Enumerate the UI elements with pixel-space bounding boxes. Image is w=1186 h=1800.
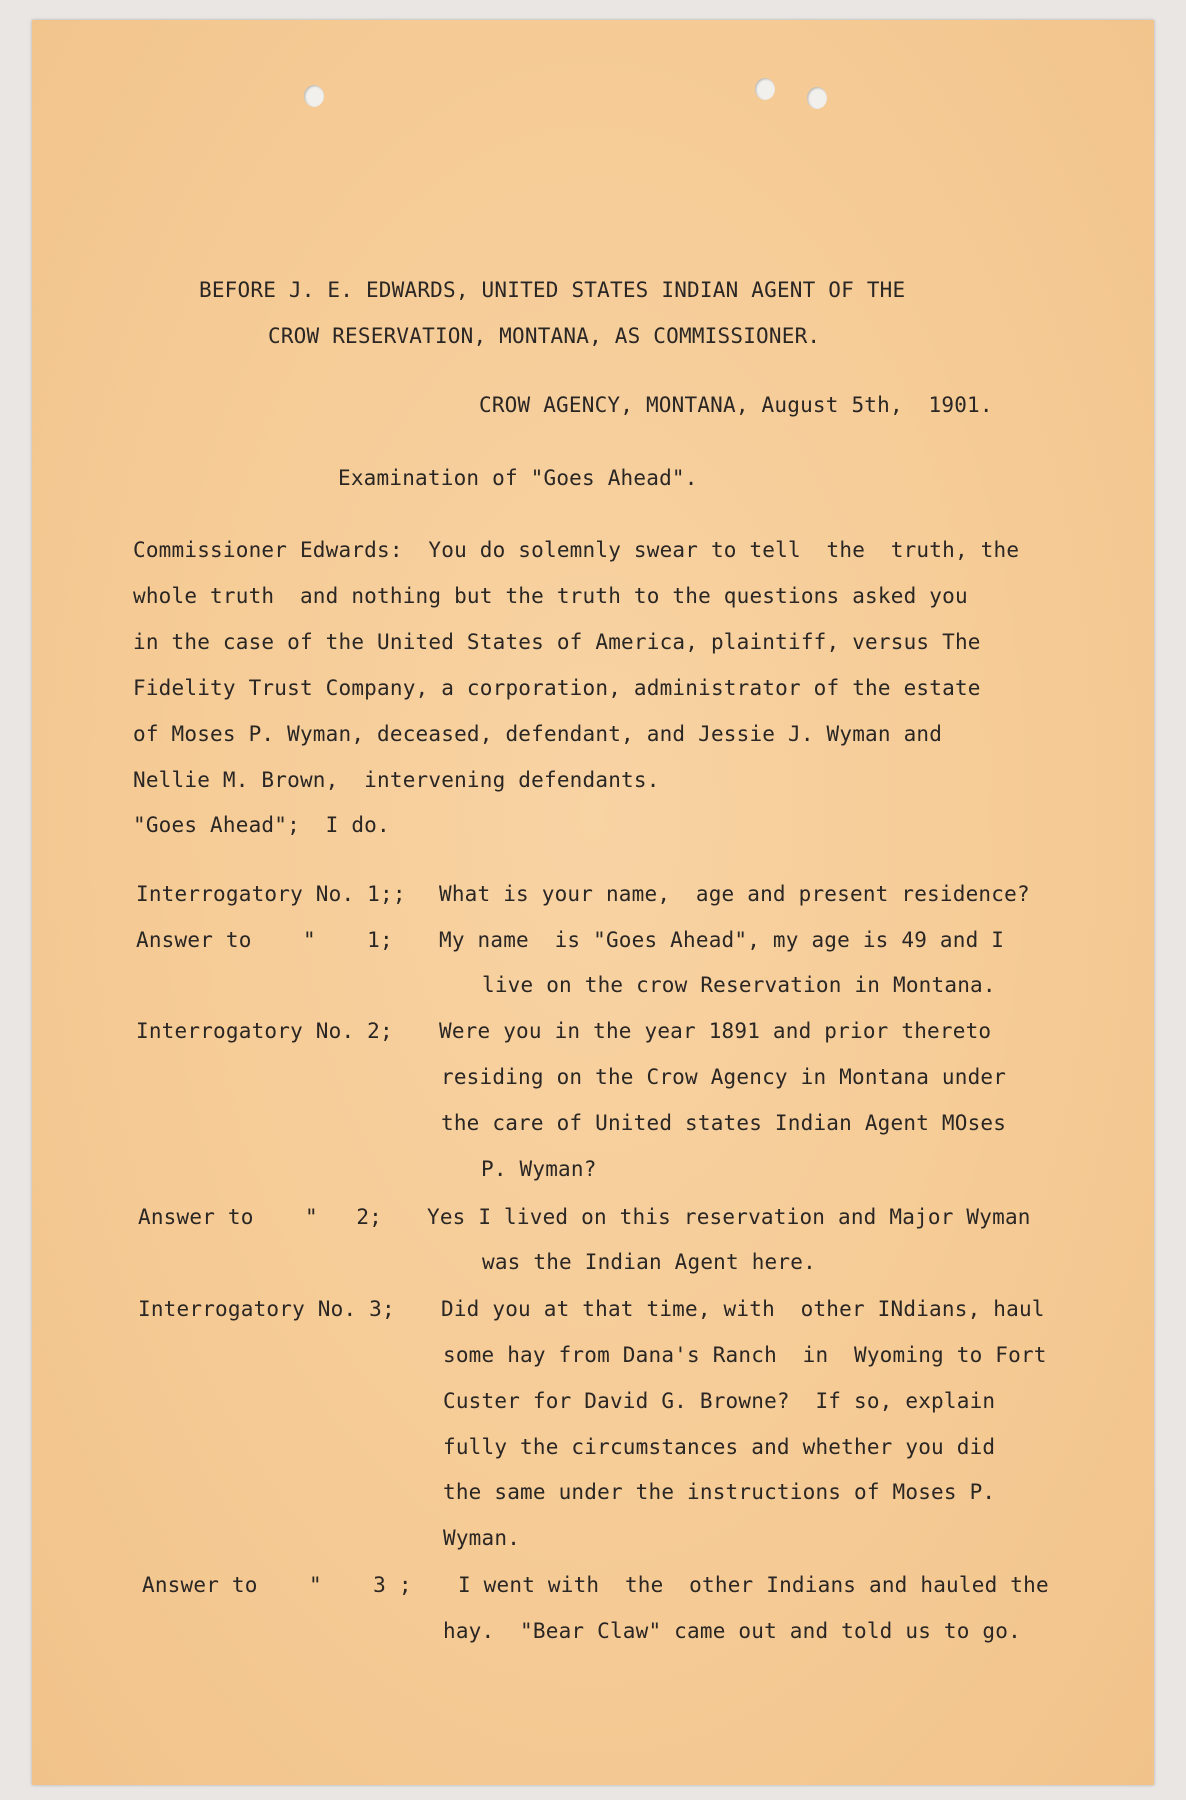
interrogatory-3-line-1: Did you at that time, with other INdians, haul [441,1297,1045,1321]
interrogatory-2-line-4: P. Wyman? [481,1157,597,1181]
punch-hole-left [304,85,324,107]
interrogatory-1-text: What is your name, age and present residence? [439,882,1030,906]
examination-title: Examination of "Goes Ahead". [338,466,698,490]
interrogatory-3-line-4: fully the circumstances and whether you did [443,1435,996,1459]
oath-line-3: in the case of the United States of America, plaintiff, versus The [133,630,981,654]
dateline: CROW AGENCY, MONTANA, August 5th, 1901. [479,393,993,417]
interrogatory-3-line-2: some hay from Dana's Ranch in Wyoming to Fort [443,1343,1047,1367]
oath-line-6: Nellie M. Brown, intervening defendants. [133,768,660,792]
answer-3-label: Answer to " 3 ; [142,1573,412,1597]
answer-2-line-2: was the Indian Agent here. [482,1250,816,1274]
punch-hole-center [755,78,775,100]
interrogatory-3-line-3: Custer for David G. Browne? If so, explain [443,1389,996,1413]
header-line-1: BEFORE J. E. EDWARDS, UNITED STATES INDIAN AGENT OF THE [199,278,906,302]
answer-2-line-1: Yes I lived on this reservation and Major Wyman [427,1205,1031,1229]
answer-3-line-2: hay. "Bear Claw" came out and told us to go. [443,1619,1021,1643]
interrogatory-2-line-3: the care of United states Indian Agent MOses [441,1111,1007,1135]
oath-reply: "Goes Ahead"; I do. [133,813,390,837]
oath-line-4: Fidelity Trust Company, a corporation, administrator of the estate [133,676,981,700]
interrogatory-3-line-6: Wyman. [443,1526,521,1550]
punch-hole-right [807,87,827,109]
answer-1-line-1: My name is "Goes Ahead", my age is 49 and I [439,928,1005,952]
interrogatory-1-label: Interrogatory No. 1;; [136,882,406,906]
answer-1-line-2: live on the crow Reservation in Montana. [482,973,996,997]
interrogatory-2-line-2: residing on the Crow Agency in Montana under [441,1065,1007,1089]
interrogatory-3-label: Interrogatory No. 3; [138,1297,395,1321]
answer-1-label: Answer to " 1; [136,928,393,952]
answer-2-label: Answer to " 2; [138,1205,383,1229]
oath-line-1: Commissioner Edwards: You do solemnly swear to tell the truth, the [133,538,1020,562]
header-line-2: CROW RESERVATION, MONTANA, AS COMMISSIONER. [268,324,821,348]
oath-line-5: of Moses P. Wyman, deceased, defendant, and Jessie J. Wyman and [133,722,943,746]
answer-3-line-1: I went with the other Indians and hauled the [458,1573,1049,1597]
oath-line-2: whole truth and nothing but the truth to the questions asked you [133,584,968,608]
interrogatory-2-line-1: Were you in the year 1891 and prior thereto [439,1019,992,1043]
interrogatory-2-label: Interrogatory No. 2; [136,1019,393,1043]
interrogatory-3-line-5: the same under the instructions of Moses P. [443,1480,996,1504]
